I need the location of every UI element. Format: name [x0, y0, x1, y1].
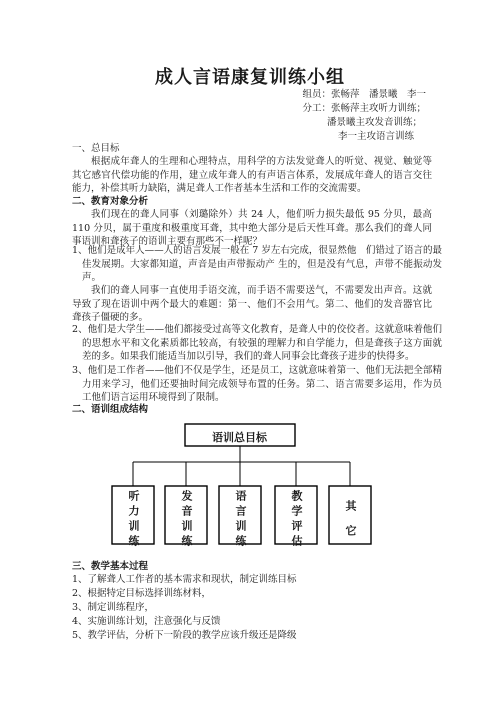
section-heading-process: 三、教学基本过程 [72, 561, 149, 572]
section-heading-structure: 二、语训组成结构 [72, 404, 149, 415]
analysis-item-3: 3、他们是工作者——他们不仅是学生，还是员工，这就意味着第一、他们无法把全部精力用来学习，他们还要抽时间完成领导布置的任务。第二、语言需要多运用，作为员工他们语言运用环境得到了限制。 [72, 365, 442, 403]
document-title: 成人言语康复训练小组 [155, 67, 345, 88]
group-division-1: 分工：张畅萍主攻听力训练； [302, 103, 426, 114]
process-step: 1、了解聋人工作者的基本需求和现状，制定训练目标 [72, 574, 297, 585]
section-heading-goal: 一、总目标 [72, 143, 120, 154]
group-division-2: 潘景曦主攻发音训练； [326, 117, 422, 128]
group-division-3: 李一主攻语言训练 [337, 131, 414, 142]
process-step: 3、制定训练程序， [72, 602, 155, 613]
structure-box-hearing: 听力训练 [127, 490, 140, 550]
analysis-item-1-continued: 我们的聋人同事一直使用手语交流，而手语不需要送气，不需要发出声音。这就导致了现在语训中两个最大的难题：第一、他们不会用气。第二、他们的发音器官比聋孩子僵硬的多。 [72, 285, 432, 323]
structure-box-pronunciation: 发音训练 [180, 490, 193, 550]
structure-box-evaluation: 教学评估 [290, 490, 303, 550]
structure-root-label: 语训总目标 [212, 431, 267, 444]
process-step: 5、教学评估，分析下一阶段的教学应该升级还是降级 [72, 630, 297, 641]
process-step: 4、实施训练计划，注意强化与反馈 [72, 616, 221, 627]
analysis-item-1: 1、他们是成年人——人的语言发展一般在 7 岁左右完成，很显然他 们错过了语言的最佳发展期。大家都知道，声音是由声带振动产 生的，但是没有气息，声带不能振动发声。 [72, 245, 442, 283]
process-step: 2、根据特定目标选择训练材料， [72, 588, 212, 599]
analysis-item-2: 2、他们是大学生——他们都接受过高等文化教育，是聋人中的佼佼者。这就意味着他们的思想水平和文化素质都比较高，有较强的理解力和自学能力，但是聋孩子这方面就差的多。如果我们能适当加以引导，我们的聋人同事会比聋孩子进步的快得多。 [72, 324, 442, 362]
section-heading-analysis: 二、教育对象分析 [72, 196, 149, 207]
structure-diagram [100, 418, 390, 558]
group-members: 组员：张畅萍 潘景曦 李一 [302, 89, 426, 100]
analysis-intro-paragraph: 我们现在的聋人同事（刘璐除外）共 24 人，他们听力损失最低 95 分贝，最高 110 分贝，属于重度和极重度耳聋，其中绝大部分是后天性耳聋。那么我们的聋人同事语训和聋孩子的语训主要有那些不一样呢？ [72, 209, 432, 247]
structure-box-language: 语言训练 [234, 490, 247, 550]
goal-paragraph: 根据成年聋人的生理和心理特点，用科学的方法发觉聋人的听觉、视觉、触觉等其它感官代偿功能的作用，建立成年聋人的有声语言体系，发展成年聋人的语言交往能力，补偿其听力缺陷，满足聋人工作者基本生活和工作的交流需要。 [72, 156, 432, 194]
structure-box-other: 其它 [344, 500, 357, 550]
